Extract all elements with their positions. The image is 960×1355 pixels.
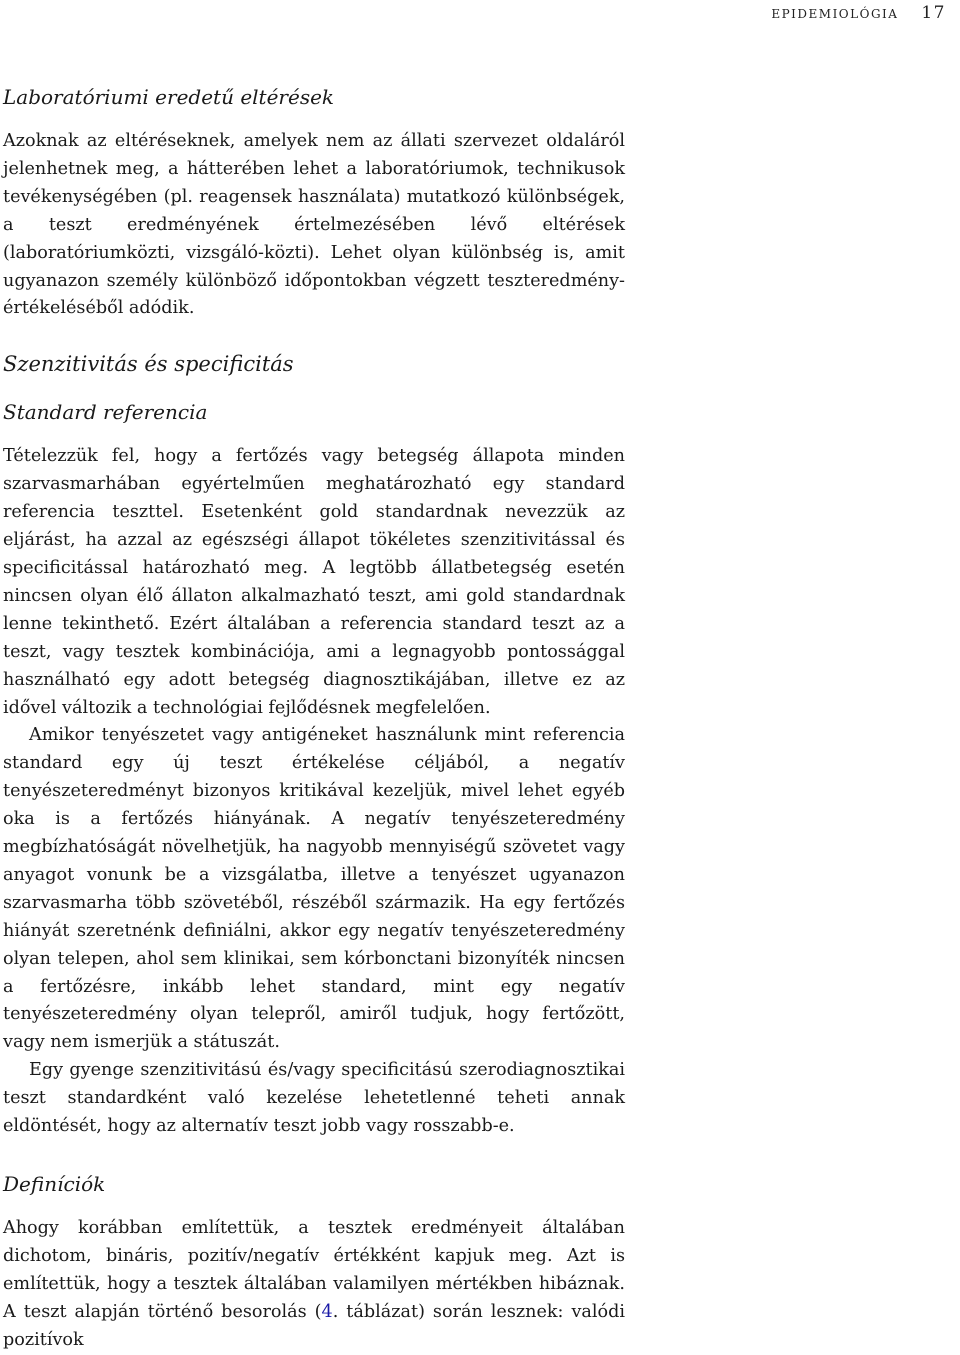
paragraph-standard-reference-1: Tételezzük fel, hogy a fertőzés vagy betegség állapota minden szarvasmarhában egyértelműen meghatározható egy standard referencia teszttel. Esetenként gold standardnak nevezzük az eljárást, ha azzal az egészségi állapot tökéletes szenzitivitással és specificitással határozható meg. A legtöbb állatbetegség esetén nincsen olyan élő állaton alkalmazható teszt, ami gold standardnak lenne tekinthető. Ezért általában a referencia standard teszt az a teszt, vagy tesztek kombinációja, ami a legnagyobb pontossággal használható egy adott betegség diagnosztikájában, illetve ez az idővel változik a technológiai fejlődésnek megfelelően. [3, 446, 625, 718]
paragraph-standard-reference-3: Egy gyenge szenzitivitású és/vagy specificitású szerodiagnosztikai teszt standardként való kezelése lehetetlenné teheti annak eldöntését, hogy az alternatív teszt jobb vagy rosszabb-e. [3, 1060, 625, 1137]
paragraph-standard-reference-2: Amikor tenyészetet vagy antigéneket használunk mint referencia standard egy új teszt értékelése céljából, a negatív tenyészeteredményt bizonyos kritikával kezeljük, mivel lehet egyéb oka is a fertőzés hiányának. A negatív tenyészeteredmény megbízhatóságát növelhetjük, ha nagyobb mennyiségű szövetet vagy anyagot vonunk be a vizsgálatba, illetve a tenyészet ugyanazon szarvasmarha több szövetéből, részéből származik. Ha egy fertőzés hiányát szeretnénk definiálni, akkor egy negatív tenyészeteredmény olyan telepen, ahol sem klinikai, sem kórbonctani bizonyíték nincsen a fertőzésre, inkább lehet standard, mint egy negatív tenyészeteredmény olyan telepről, amiről tudjuk, hogy fertőzött, vagy nem ismerjük a státuszát. [3, 725, 625, 1053]
running-head [771, 3, 946, 23]
paragraph-lab-errors: Azoknak az eltéréseknek, amelyek nem az állati szervezet oldaláról jelenhetnek meg, a hátterében lehet a laboratóriumok, technikusok tevékenységében (pl. reagensek használata) mutatkozó különbségek, a teszt eredményének értelmezésében lévő eltérések (laboratóriumközti, vizsgáló-közti). Lehet olyan különbség is, amit ugyanazon személy különböző időpontokban végzett teszteredmény-értékeléséből adódik. [3, 131, 625, 319]
paragraph-definitions [3, 1215, 625, 1355]
definitions-text-start: Ahogy korábban említettük, a tesztek eredményeit általában dichotom, bináris, pozitív/negatív értékként kapjuk meg. Azt is említettük, hogy a tesztek általában valamilyen mértékben hibáznak. A teszt alapján történő besorolás ( [3, 1218, 625, 1322]
definitions-text-end: . táblázat) során lesznek: valódi pozitívok [3, 1301, 625, 1350]
subsection-title-lab-errors: Laboratóriumi eredetű eltérések [3, 85, 335, 109]
table-reference-link[interactable]: 4 [321, 1301, 333, 1322]
subsection-title-standard-reference: Standard referencia [3, 400, 208, 425]
section-title-sensitivity-specificity: Szenzitivitás és specificitás [3, 352, 294, 377]
subsection-title-definitions: Definíciók [3, 1172, 106, 1196]
page-number: 17 [921, 3, 946, 23]
page-body [3, 80, 625, 1355]
running-head-section: epidemiológia [771, 3, 899, 23]
